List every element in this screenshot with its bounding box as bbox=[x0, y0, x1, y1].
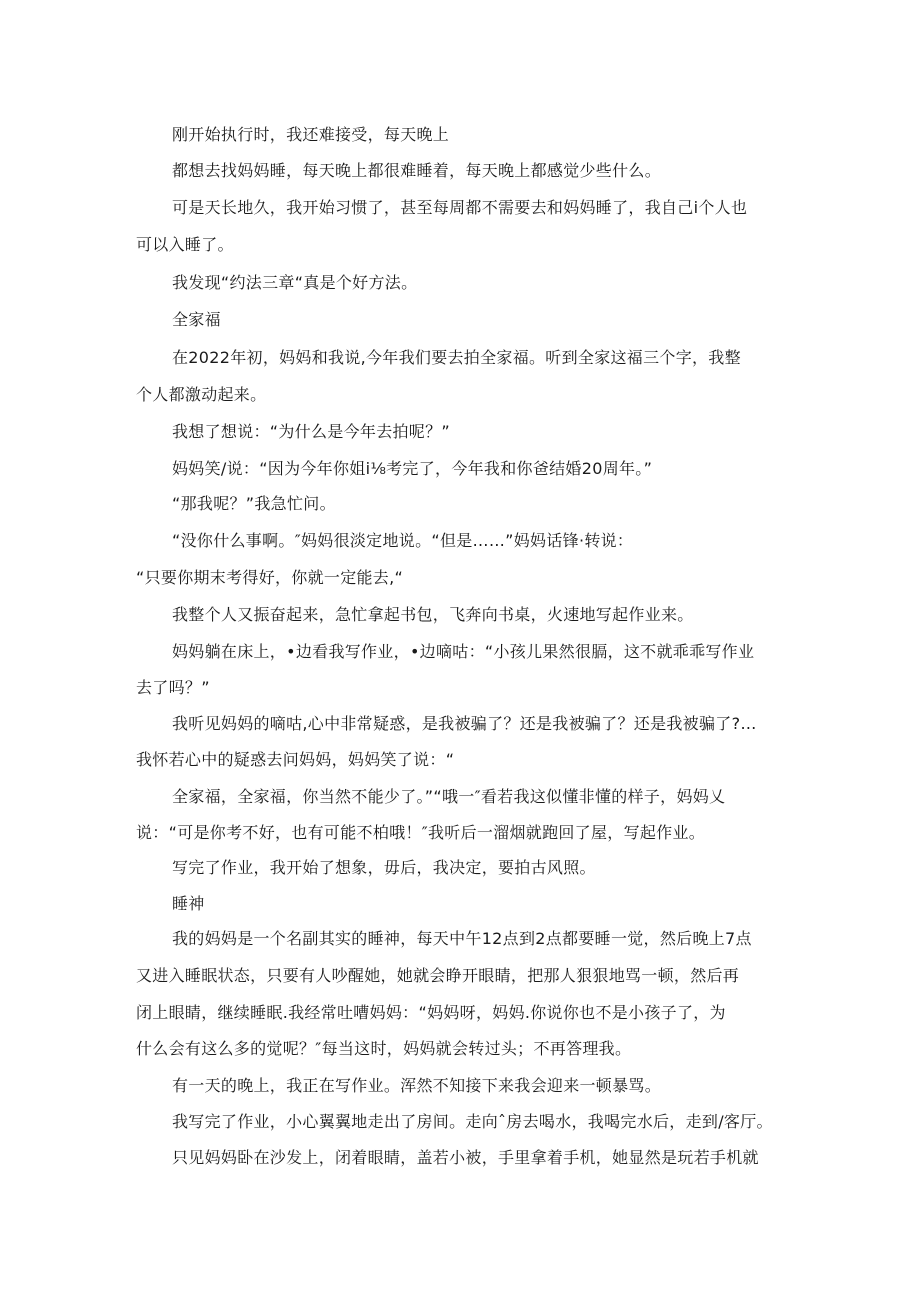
paragraph-line: 说：“可是你考不好，也有可能不柏哦！″我听后一溜烟就跑回了屋，写起作业。 bbox=[136, 823, 706, 842]
paragraph-line: “只要你期末考得好，你就一定能去,“ bbox=[136, 568, 404, 587]
paragraph-line: “没你什么事啊。″妈妈很淡定地说。“但是……”妈妈话锋·转说： bbox=[172, 531, 634, 550]
paragraph-line: 去了吗？” bbox=[136, 678, 210, 697]
paragraph-line: 我发现“约法三章“真是个好方法。 bbox=[172, 273, 418, 292]
paragraph-line: 我怀若心中的疑惑去问妈妈，妈妈笑了说：“ bbox=[136, 750, 455, 769]
paragraph-line: 全家福，全家福，你当然不能少了。”“哦一″看若我这似懂非懂的样子，妈妈乂 bbox=[172, 787, 726, 806]
paragraph-line: 我听见妈妈的嘀咕,心中非常疑惑，是我被骗了？还是我被骗了？还是我被骗了?… bbox=[172, 714, 757, 733]
paragraph-line: “那我呢？”我急忙问。 bbox=[172, 494, 336, 513]
paragraph-line: 我写完了作业，小心翼翼地走出了房间。走向ˆ房去喝水，我喝完水后，走到/客厅。 bbox=[172, 1112, 773, 1131]
section-heading: 睡神 bbox=[172, 894, 205, 913]
paragraph-line: 妈妈笑/说：“因为今年你姐i⅛考完了，今年我和你爸结婚20周年。” bbox=[172, 459, 653, 478]
paragraph-line: 可以入睡了。 bbox=[136, 235, 234, 254]
paragraph-line: 闭上眼睛，继续睡眠.我经常吐嘈妈妈：“妈妈呀，妈妈.你说你也不是小孩子了，为 bbox=[136, 1003, 726, 1022]
paragraph-line: 有一天的晚上，我正在写作业。浑然不知接下来我会迎来一顿暴骂。 bbox=[172, 1076, 662, 1095]
paragraph-line: 在2022年初，妈妈和我说,今年我们要去拍全家福。听到全家这福三个字，我整 bbox=[172, 348, 741, 367]
paragraph-line: 可是天长地久，我开始习惯了，甚至每周都不需要去和妈妈睡了，我自己i个人也 bbox=[172, 198, 748, 217]
paragraph-line: 都想去找妈妈睡，每天晚上都很难睡着，每天晚上都感觉少些什么。 bbox=[172, 161, 662, 180]
section-heading: 全家福 bbox=[172, 310, 221, 329]
paragraph-line: 只见妈妈卧在沙发上，闭着眼睛，盖若小被，手里拿着手机，她显然是玩若手机就 bbox=[172, 1148, 759, 1167]
paragraph-line: 写完了作业，我开始了想象，毋后，我决定，要拍古风照。 bbox=[172, 858, 596, 877]
paragraph-line: 我的妈妈是一个名副其实的睡神，每天中午12点到2点都要睡一觉，然后晚上7点 bbox=[172, 929, 752, 948]
paragraph-line: 妈妈躺在床上，•边看我写作业，•边嘀咕：“小孩儿果然很膈，这不就乖乖写作业 bbox=[172, 642, 755, 661]
paragraph-line: 我整个人又振奋起来，急忙拿起书包，飞奔向书桌，火速地写起作业来。 bbox=[172, 605, 694, 624]
paragraph-line: 又进入睡眠状态，只要有人吵醒她，她就会睁开眼睛，把那人狠狠地骂一顿，然后再 bbox=[136, 966, 740, 985]
paragraph-line: 什么会有这么多的觉呢？″每当这时，妈妈就会转过头；不再答理我。 bbox=[136, 1039, 632, 1058]
paragraph-line: 个人都激动起来。 bbox=[136, 385, 267, 404]
paragraph-line: 我想了想说：“为什么是今年去拍呢？” bbox=[172, 422, 450, 441]
paragraph-line: 刚开始执行时，我还难接受，每天晚上 bbox=[172, 125, 450, 144]
